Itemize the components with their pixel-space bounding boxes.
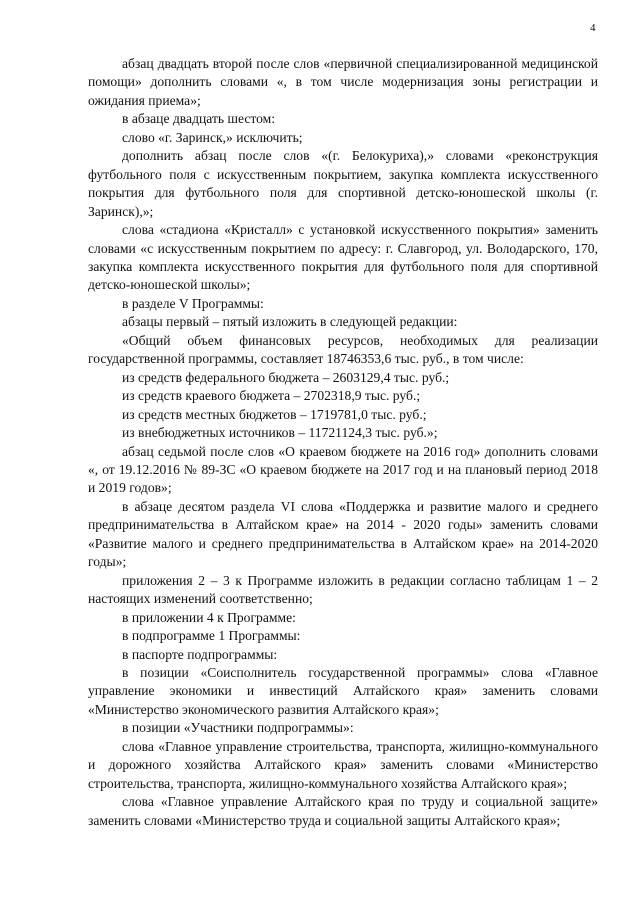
paragraph: в абзаце двадцать шестом: <box>122 111 276 127</box>
document-body <box>88 55 598 830</box>
paragraph: слова «Главное управление Алтайского края по труду и социальной защите» заменить словами «Министерство труда и социальной защиты Алтайского края»; <box>88 794 598 828</box>
paragraph: из средств краевого бюджета – 2702318,9 тыс. руб.; <box>122 388 421 404</box>
paragraph: приложения 2 – 3 к Программе изложить в редакции согласно таблицам 1 – 2 настоящих изменений соответственно; <box>88 572 598 607</box>
paragraph: из внебюджетных источников – 11721124,3 тыс. руб.»; <box>122 425 438 441</box>
paragraph: «Общий объем финансовых ресурсов, необходимых для реализации государственной программы, составляет 18746353,6 тыс. руб., в том числе: <box>88 332 598 367</box>
paragraph: в подпрограмме 1 Программы: <box>122 628 301 644</box>
paragraph: в разделе V Программы: <box>122 295 264 311</box>
paragraph: абзацы первый – пятый изложить в следующей редакции: <box>122 314 458 330</box>
paragraph: из средств федерального бюджета – 2603129,4 тыс. руб.; <box>122 369 450 385</box>
paragraph: слова «Главное управление строительства, транспорта, жилищно-коммунального и дорожного хозяйства Алтайского края» заменить словами «Министерство строительства, транспорта, жилищно-коммунального хозяйства Алтайского края»; <box>88 738 598 791</box>
paragraph: в абзаце десятом раздела VI слова «Поддержка и развитие малого и среднего предпринимательства в Алтайском крае» на 2014 - 2020 годы» заменить словами «Развитие малого и среднего предпринимательства в Алтайском крае» на 2014-2020 годы»; <box>88 498 598 570</box>
paragraph: в позиции «Соисполнитель государственной программы» слова «Главное управление экономики и инвестиций Алтайского края» заменить словами «Министерство экономического развития Алтайского края»; <box>88 664 598 717</box>
paragraph: из средств местных бюджетов – 1719781,0 тыс. руб.; <box>122 406 427 422</box>
paragraph: дополнить абзац после слов «(г. Белокуриха),» словами «реконструкция футбольного поля с искусственным покрытием, закупка комплекта искусственного покрытия для футбольного поля для спортивной детско-юношеской школы (г. Заринск),»; <box>88 148 598 219</box>
paragraph: абзац двадцать второй после слов «первичной специализированной медицинской помощи» дополнить словами «, в том числе модернизация зоны регистрации и ожидания приема»; <box>88 56 598 108</box>
paragraph: в паспорте подпрограммы: <box>122 646 278 662</box>
paragraph: слово «г. Заринск,» исключить; <box>122 129 303 145</box>
paragraph: в приложении 4 к Программе: <box>122 609 296 625</box>
page-number: 4 <box>590 22 596 34</box>
paragraph: абзац седьмой после слов «О краевом бюджете на 2016 год» дополнить словами «, от 19.12.2016 № 89-ЗС «О краевом бюджете на 2017 год и на плановый период 2018 и 2019 годов»; <box>88 443 598 496</box>
paragraph: в позиции «Участники подпрограммы»: <box>122 720 354 736</box>
paragraph: слова «стадиона «Кристалл» с установкой искусственного покрытия» заменить словами «с искусственным покрытием по адресу: г. Славгород, ул. Володарского, 170, закупка комплекта искусственного покрытия для футбольного поля для спортивной детско-юношеской школы»; <box>88 222 598 293</box>
